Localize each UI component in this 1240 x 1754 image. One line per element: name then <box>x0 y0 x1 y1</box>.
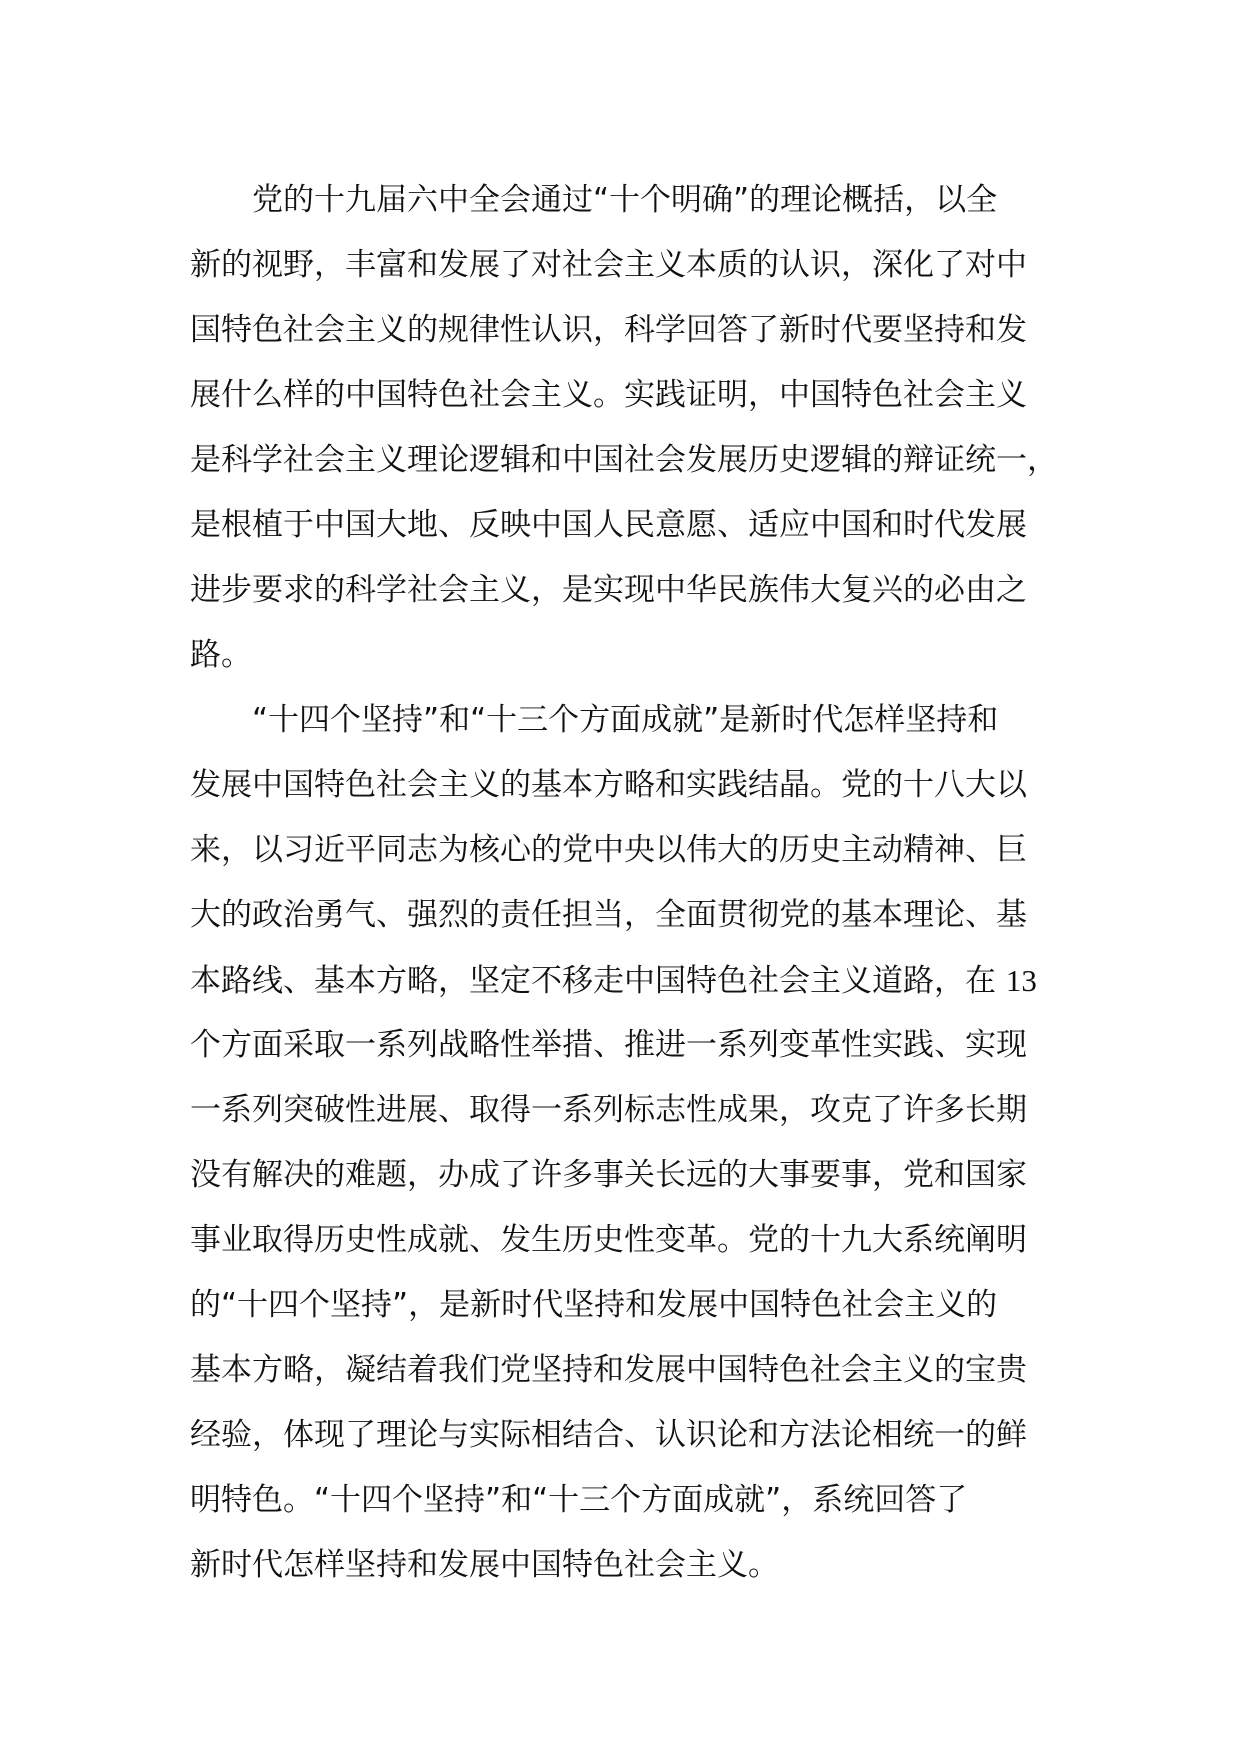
paragraph-line: 国特色社会主义的规律性认识，科学回答了新时代要坚持和发 <box>190 312 1027 348</box>
paragraph-line <box>190 948 1070 1013</box>
paragraph-line: “十四个坚持”和“十三个方面成就”是新时代怎样坚持和 <box>252 702 999 738</box>
paragraph-line: 明特色。“十四个坚持”和“十三个方面成就”，系统回答了 <box>190 1482 968 1518</box>
paragraph-line: 经验，体现了理论与实际相结合、认识论和方法论相统一的鲜 <box>190 1417 1027 1453</box>
paragraph-line: 的“十四个坚持”，是新时代坚持和发展中国特色社会主义的 <box>190 1287 998 1323</box>
paragraph-line: 发展中国特色社会主义的基本方略和实践结晶。党的十八大以 <box>190 767 1027 803</box>
paragraph-2 <box>190 688 1070 1598</box>
paragraph-line: 个方面采取一系列战略性举措、推进一系列变革性实践、实现 <box>190 1027 1027 1063</box>
paragraph-line: 来，以习近平同志为核心的党中央以伟大的历史主动精神、巨 <box>190 832 1027 868</box>
paragraph-line: 没有解决的难题，办成了许多事关长远的大事要事，党和国家 <box>190 1157 1027 1193</box>
paragraph-line: 进步要求的科学社会主义，是实现中华民族伟大复兴的必由之 <box>190 572 1027 608</box>
paragraph-line: 是根植于中国大地、反映中国人民意愿、适应中国和时代发展 <box>190 507 1027 543</box>
paragraph-line: 一系列突破性进展、取得一系列标志性成果，攻克了许多长期 <box>190 1092 1027 1128</box>
paragraph-line: 党的十九届六中全会通过“十个明确”的理论概括，以全 <box>252 182 998 218</box>
paragraph-line: 是科学社会主义理论逻辑和中国社会发展历史逻辑的辩证统一， <box>190 442 1058 478</box>
paragraph-line: 大的政治勇气、强烈的责任担当，全面贯彻党的基本理论、基 <box>190 897 1027 933</box>
paragraph-line: 基本方略，凝结着我们党坚持和发展中国特色社会主义的宝贵 <box>190 1352 1027 1388</box>
paragraph-line: 事业取得历史性成就、发生历史性变革。党的十九大系统阐明 <box>190 1222 1027 1258</box>
paragraph-line: 路。 <box>190 637 252 673</box>
inline-number: 13 <box>1005 963 1037 998</box>
document-body <box>190 168 1070 1598</box>
paragraph-line: 展什么样的中国特色社会主义。实践证明，中国特色社会主义 <box>190 377 1027 413</box>
paragraph-line: 新时代怎样坚持和发展中国特色社会主义。 <box>190 1547 779 1583</box>
paragraph-line: 新的视野，丰富和发展了对社会主义本质的认识，深化了对中 <box>190 247 1027 283</box>
paragraph-line-text: 本路线、基本方略，坚定不移走中国特色社会主义道路，在 <box>190 963 996 999</box>
paragraph-1 <box>190 168 1070 688</box>
